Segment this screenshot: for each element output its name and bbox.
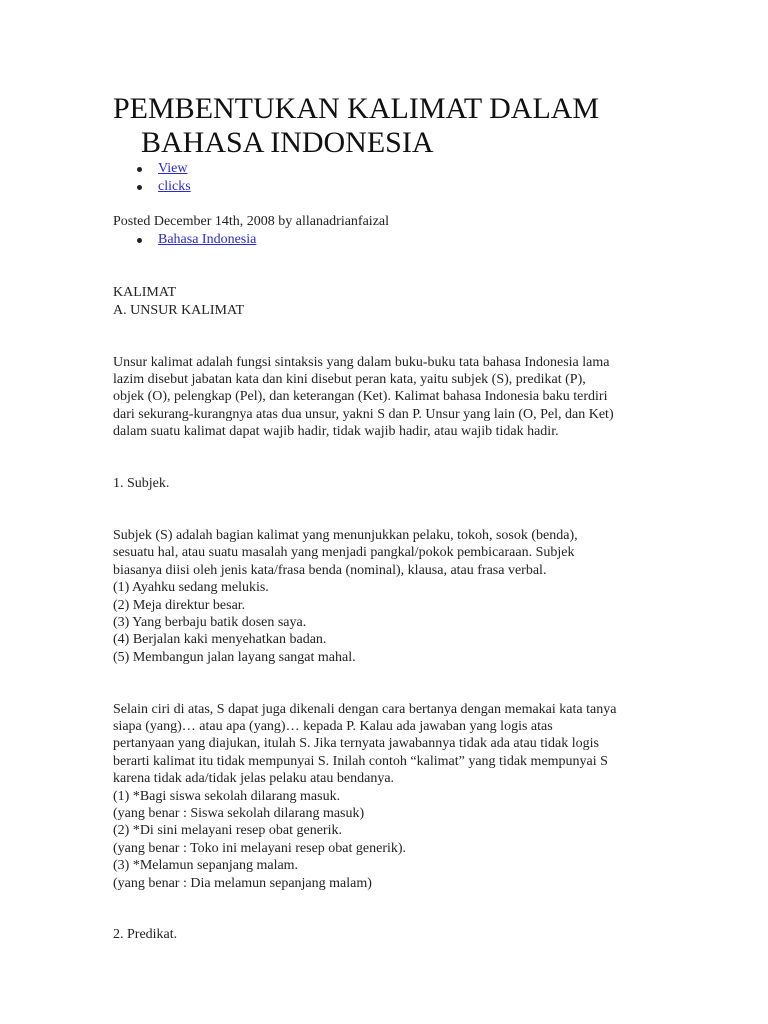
bullet-icon: [137, 238, 142, 243]
list-item: [113, 160, 673, 178]
meta-links-list: [113, 160, 673, 195]
clicks-link[interactable]: clicks: [158, 178, 191, 194]
section-heading: 1. Subjek.: [113, 476, 170, 492]
list-item: [113, 231, 673, 249]
category-list: [113, 231, 673, 249]
title-line-1: PEMBENTUKAN KALIMAT DALAM: [113, 92, 600, 125]
document-page: [113, 92, 673, 961]
paragraph: Unsur kalimat adalah fungsi sintaksis yang dalam buku-buku tata bahasa Indonesia lama lazim disebut jabatan kata dan kini disebut peran kata, yaitu subjek (S), predikat (P), objek (O), pelengkap (Pel), dan keterangan (Ket). Kalimat bahasa Indonesia baku terdiri dari sekurang-kurangnya atas dua unsur, yakni S dan P. Unsur yang lain (O, Pel, dan Ket) dalam suatu kalimat dapat wajib hadir, tidak wajib hadir, atau wajib tidak hadir.: [113, 354, 614, 440]
post-meta: Posted December 14th, 2008 by allanadrianfaizal: [113, 214, 390, 229]
title-line-2: BAHASA INDONESIA: [141, 126, 434, 159]
bullet-icon: [137, 185, 142, 190]
category-link[interactable]: Bahasa Indonesia: [158, 231, 257, 247]
section-heading: 2. Predikat.: [113, 927, 178, 943]
bullet-icon: [137, 167, 142, 172]
section-heading: KALIMAT A. UNSUR KALIMAT: [113, 285, 245, 318]
paragraph: Subjek (S) adalah bagian kalimat yang menunjukkan pelaku, tokoh, sosok (benda), sesuatu hal, atau suatu masalah yang menjadi pangkal/pokok pembicaraan. Subjek biasanya diisi oleh jenis kata/frasa benda (nominal), klausa, atau frasa verbal. (1) Ayahku sedang melukis. (2) Meja direktur besar. (3) Yang berbaju batik dosen saya. (4) Berjalan kaki menyehatkan badan. (5) Membangun jalan layang sangat mahal.: [113, 527, 578, 665]
list-item: [113, 178, 673, 196]
article-body: [113, 267, 673, 961]
view-link[interactable]: View: [158, 161, 188, 176]
page-title: [113, 92, 673, 160]
paragraph: Selain ciri di atas, S dapat juga dikenali dengan cara bertanya dengan memakai kata tanya siapa (yang)… atau apa (yang)… kepada P. Kalau ada jawaban yang logis atas pertanyaan yang diajukan, itulah S. Jika ternyata jawabannya tidak ada atau tidak logis berarti kalimat itu tidak mempunyai S. Inilah contoh “kalimat” yang tidak mempunyai S karena tidak ada/tidak jelas pelaku atau bendanya. (1) *Bagi siswa sekolah dilarang masuk. (yang benar : Siswa sekolah dilarang masuk) (2) *Di sini melayani resep obat generik. (yang benar : Toko ini melayani resep obat generik). (3) *Melamun sepanjang malam. (yang benar : Dia melamun sepanjang malam): [113, 701, 617, 891]
